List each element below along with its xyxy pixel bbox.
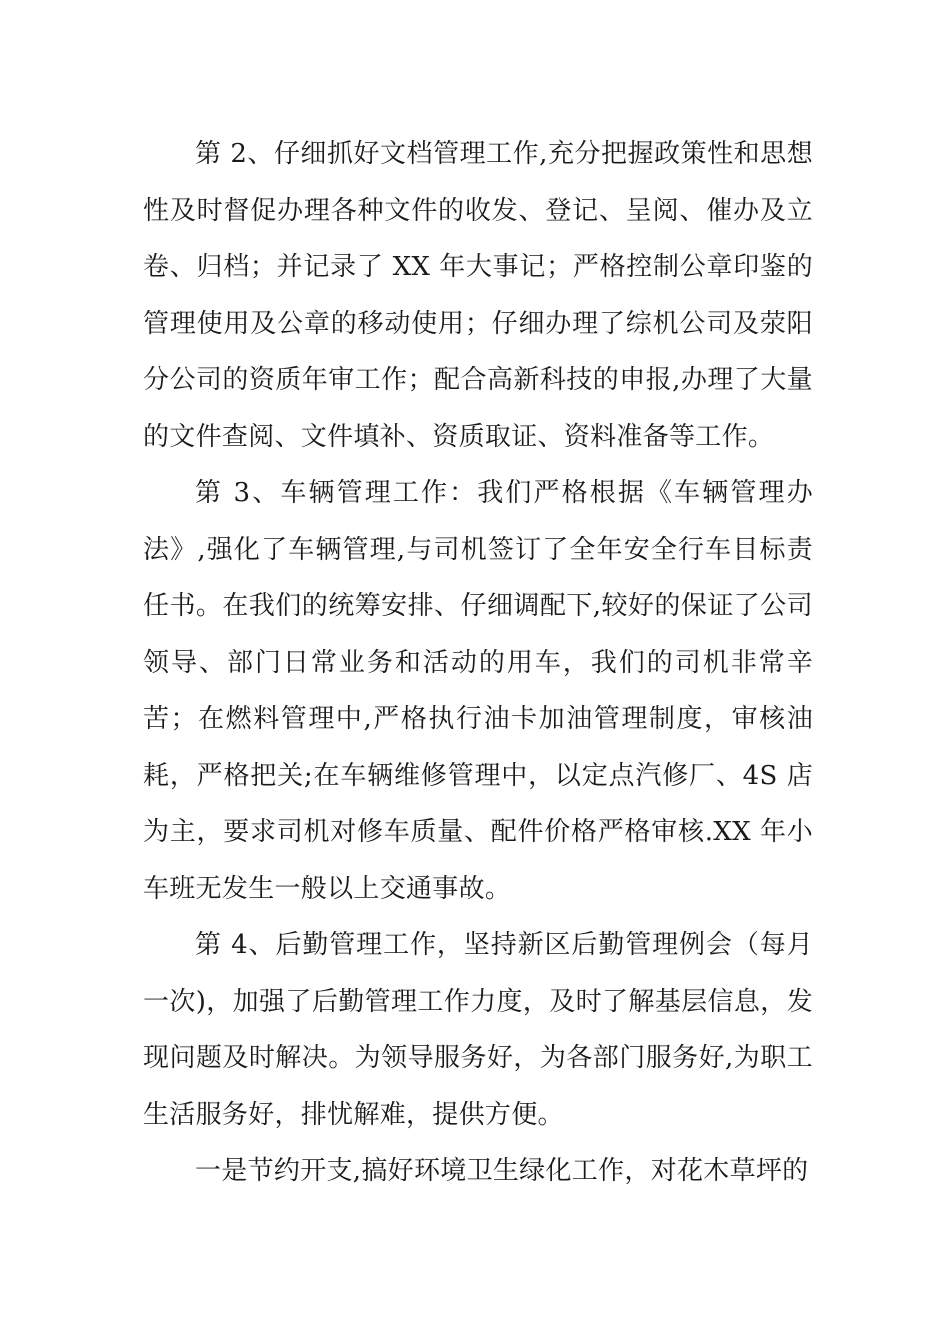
paragraph-cost-saving: 一是节约开支,搞好环境卫生绿化工作，对花木草坪的	[195, 1156, 809, 1186]
document-body	[143, 126, 813, 1200]
paragraph-logistics-management: 第 4、后勤管理工作，坚持新区后勤管理例会（每月一次)，加强了后勤管理工作力度，及时了解基层信息，发现问题及时解决。为领导服务好，为各部门服务好,为职工生活服务好，排忧解难，提供方便。	[143, 930, 813, 1130]
paragraph-vehicle-management: 第 3、车辆管理工作：我们严格根据《车辆管理办法》,强化了车辆管理,与司机签订了全年安全行车目标责任书。在我们的统筹安排、仔细调配下,较好的保证了公司领导、部门日常业务和活动的用车，我们的司机非常辛苦；在燃料管理中,严格执行油卡加油管理制度，审核油耗，严格把关;在车辆维修管理中，以定点汽修厂、4S 店为主，要求司机对修车质量、配件价格严格审核.XX 年小车班无发生一般以上交通事故。	[143, 478, 813, 904]
paragraph-document-management: 第 2、仔细抓好文档管理工作,充分把握政策性和思想性及时督促办理各种文件的收发、登记、呈阅、催办及立卷、归档；并记录了 XX 年大事记；严格控制公章印鉴的管理使用及公章的移动使用；仔细办理了综机公司及荥阳分公司的资质年审工作；配合高新科技的申报,办理了大量的文件查阅、文件填补、资质取证、资料准备等工作。	[143, 139, 813, 452]
